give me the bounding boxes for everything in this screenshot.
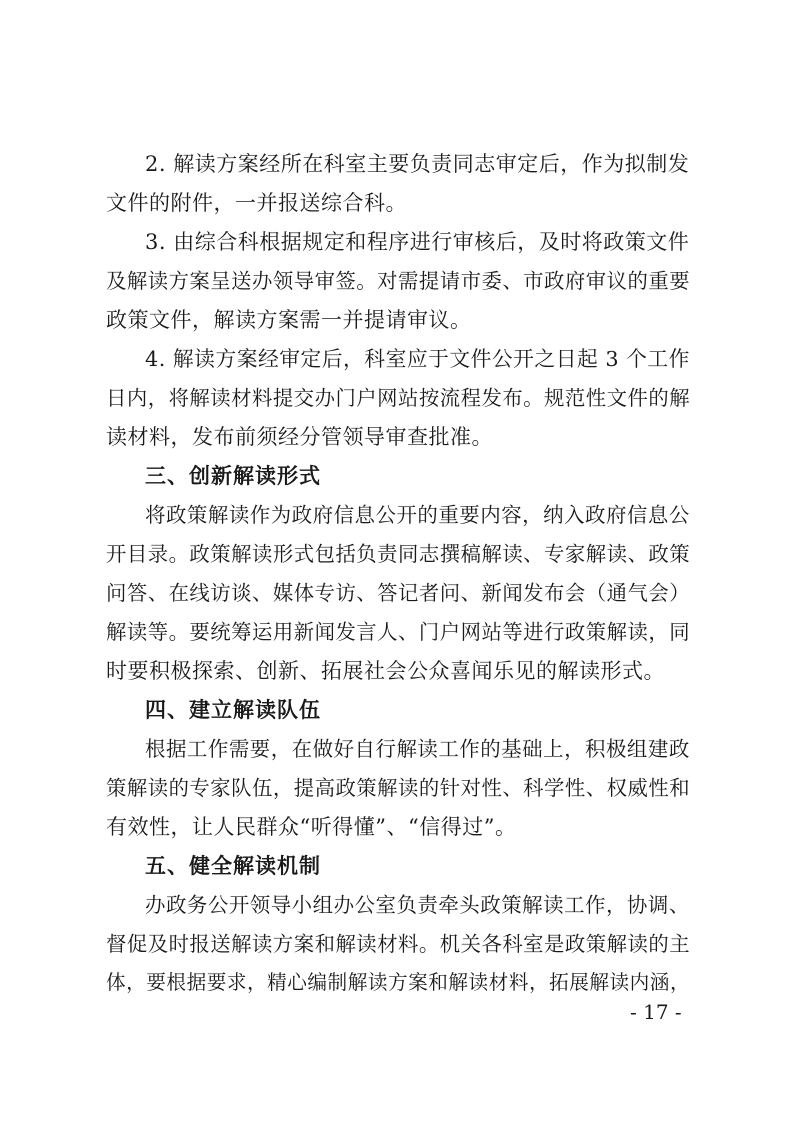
- paragraph-line: 督促及时报送解读方案和解读材料。机关各科室是政策解读的主: [106, 932, 691, 956]
- paragraph-line: 办政务公开领导小组办公室负责牵头政策解读工作，协调、: [145, 893, 690, 917]
- paragraph-line: 解读等。要统筹运用新闻发言人、门户网站等进行政策解读，同: [106, 620, 691, 644]
- paragraph-line: 策解读的专家队伍，提高政策解读的针对性、科学性、权威性和: [106, 776, 691, 800]
- page-number: - 17 -: [630, 1000, 682, 1024]
- section-heading: 四、建立解读队伍: [145, 698, 321, 722]
- paragraph-line: 时要积极探索、创新、拓展社会公众喜闻乐见的解读形式。: [106, 659, 665, 683]
- section-heading: 五、健全解读机制: [145, 854, 321, 878]
- paragraph-line: 日内，将解读材料提交办门户网站按流程发布。规范性文件的解: [106, 386, 691, 410]
- paragraph-line: 4. 解读方案经审定后，科室应于文件公开之日起 3 个工作: [145, 347, 690, 371]
- paragraph-line: 政策文件，解读方案需一并提请审议。: [106, 308, 472, 332]
- section-heading: 三、创新解读形式: [145, 464, 321, 488]
- paragraph-line: 体，要根据要求，精心编制解读方案和解读材料，拓展解读内涵，: [106, 971, 691, 994]
- paragraph-line: 问答、在线访谈、媒体专访、答记者问、新闻发布会（通气会）: [106, 581, 691, 605]
- paragraph-line: 有效性，让人民群众“听得懂”、“信得过”。: [106, 815, 517, 839]
- paragraph-line: 3. 由综合科根据规定和程序进行审核后，及时将政策文件: [145, 230, 690, 254]
- paragraph-line: 根据工作需要，在做好自行解读工作的基础上，积极组建政: [145, 737, 690, 761]
- paragraph-line: 文件的附件，一并报送综合科。: [106, 191, 407, 215]
- paragraph-line: 2. 解读方案经所在科室主要负责同志审定后，作为拟制发: [145, 152, 690, 176]
- paragraph-line: 及解读方案呈送办领导审签。对需提请市委、市政府审议的重要: [106, 269, 691, 293]
- paragraph-line: 开目录。政策解读形式包括负责同志撰稿解读、专家解读、政策: [106, 542, 691, 566]
- paragraph-line: 读材料，发布前须经分管领导审查批准。: [106, 425, 493, 449]
- paragraph-line: 将政策解读作为政府信息公开的重要内容，纳入政府信息公: [145, 503, 690, 527]
